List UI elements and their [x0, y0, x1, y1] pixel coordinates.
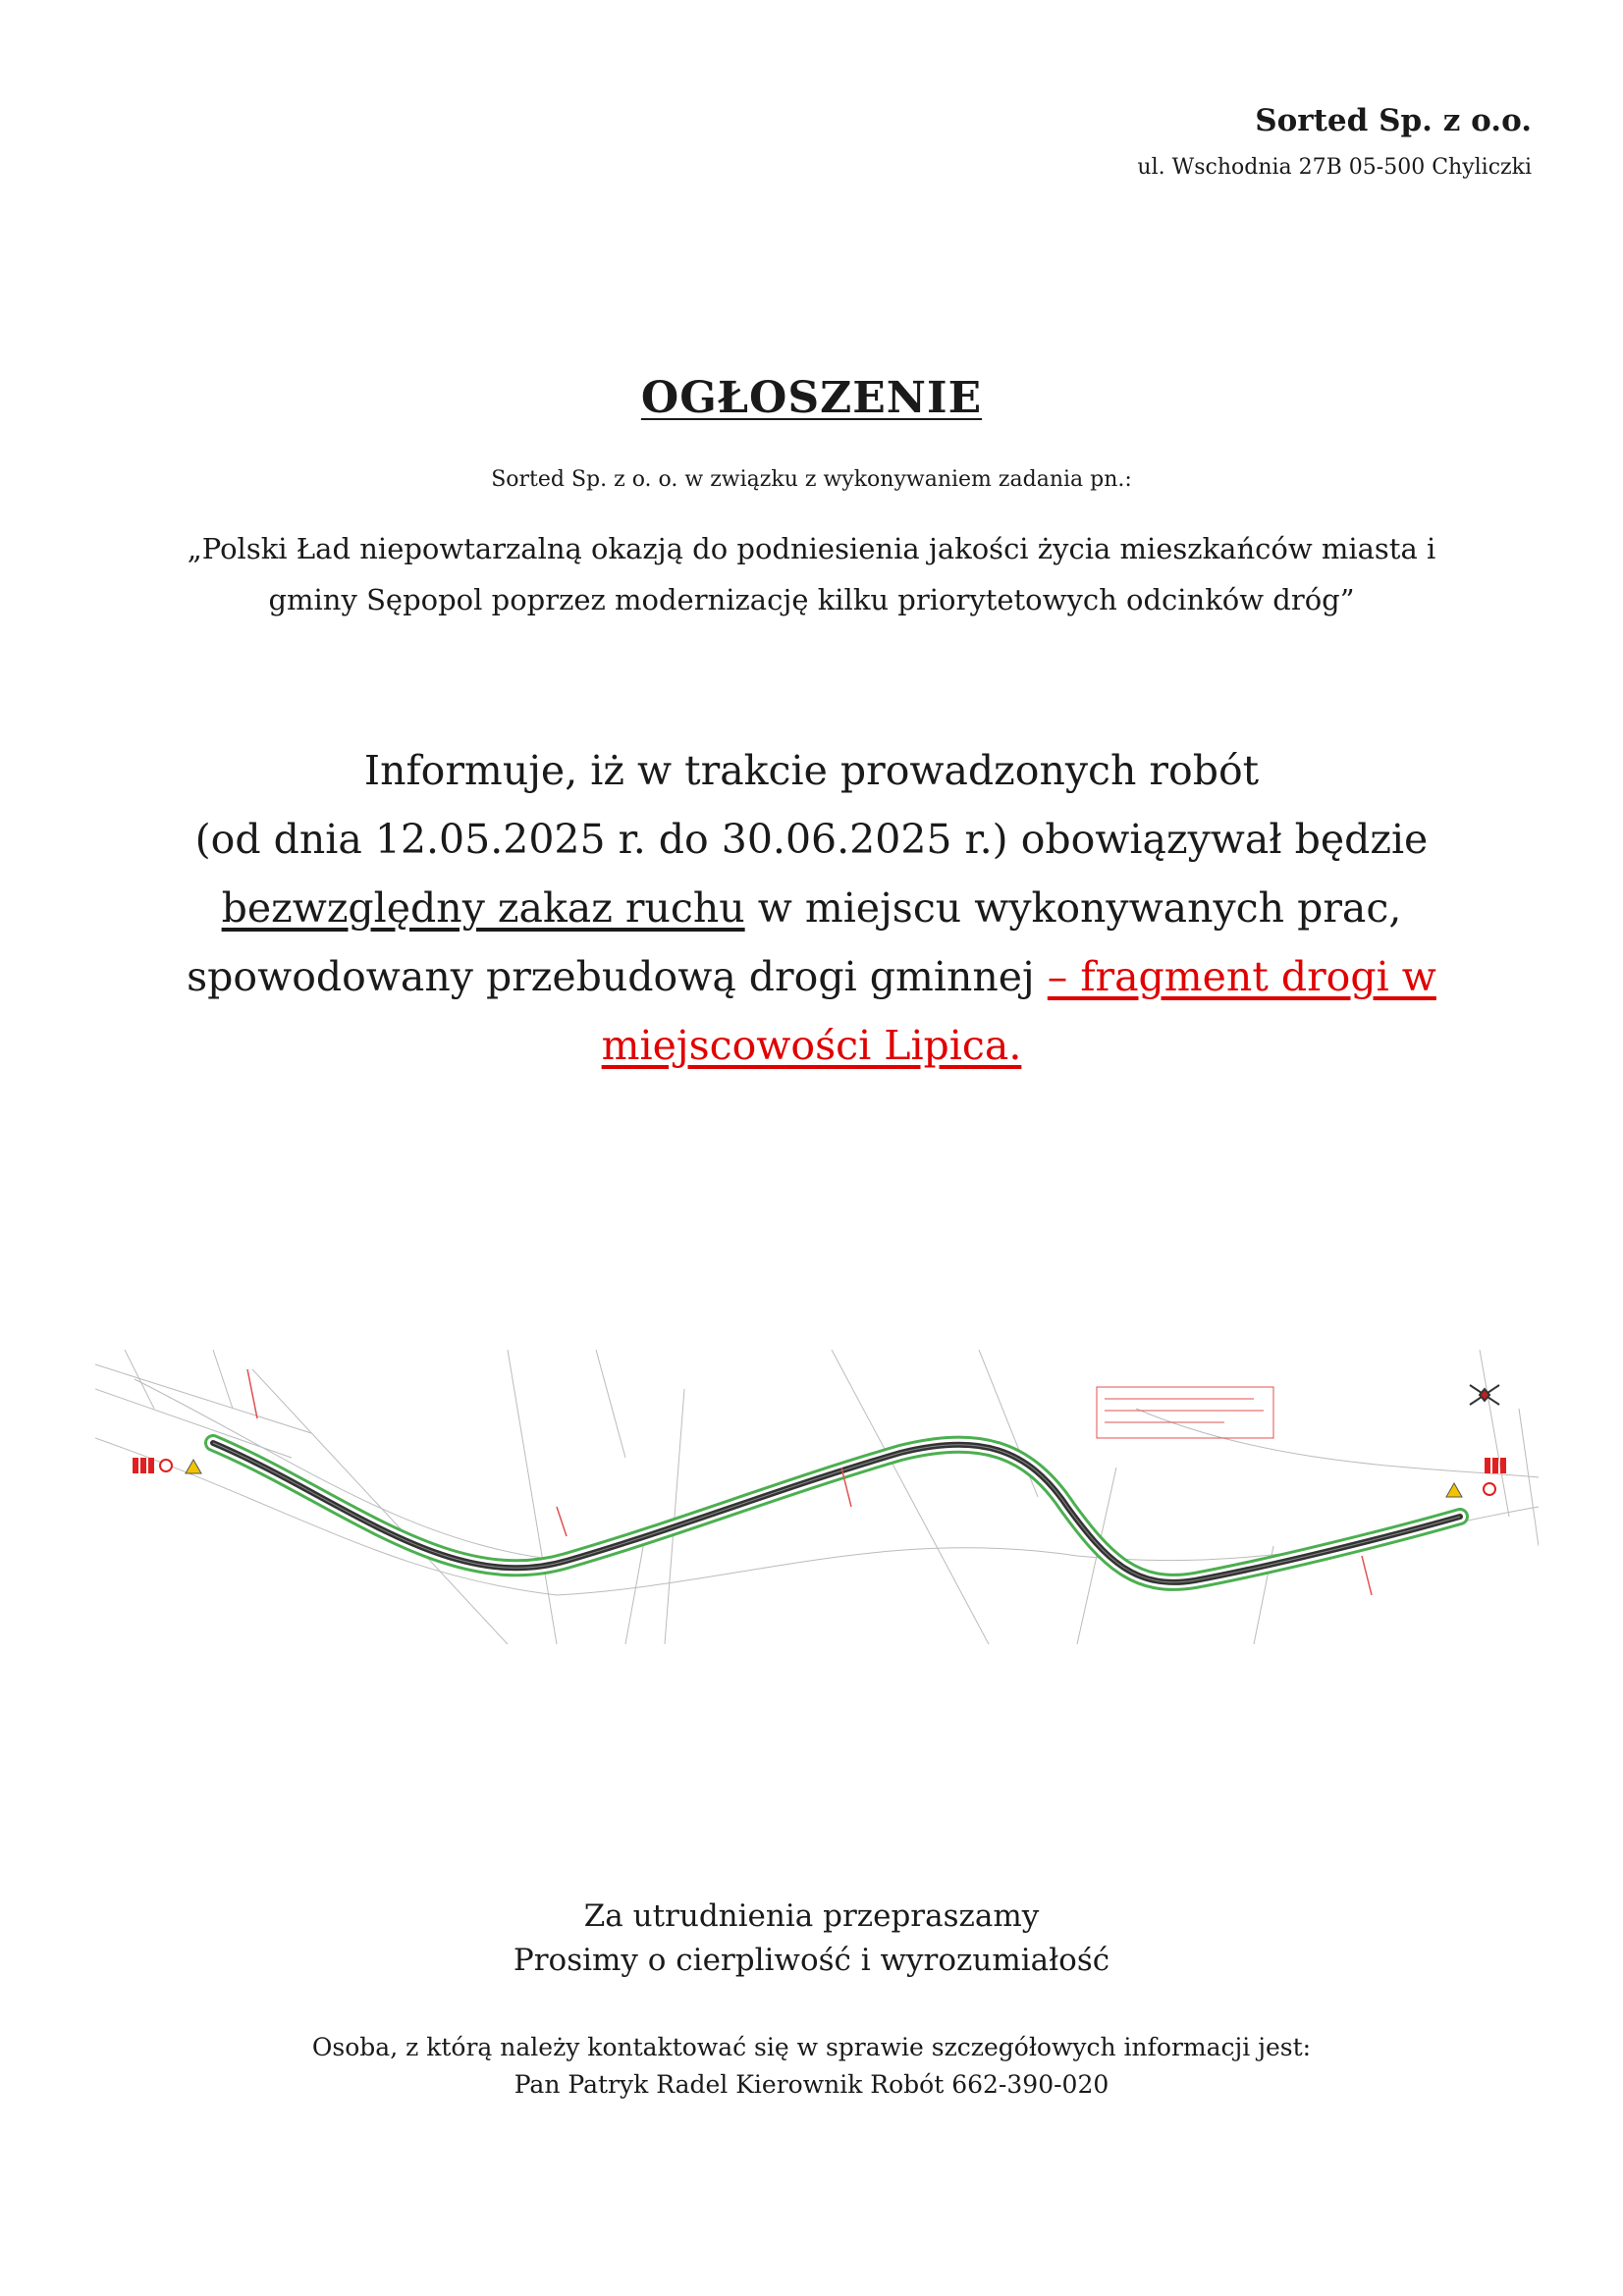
- location-text-part-2: miejscowości Lipica.: [601, 1022, 1022, 1069]
- announcement-title: [0, 373, 1623, 423]
- road-outline: [213, 1443, 1460, 1582]
- info-line-4-plain: spowodowany przebudową drogi gminnej: [187, 953, 1048, 1000]
- info-line-2: (od dnia 12.05.2025 r. do 30.06.2025 r.) obowiązywał będzie: [194, 816, 1429, 863]
- company-name: Sorted Sp. z o.o.: [1255, 103, 1532, 138]
- info-box: [1097, 1387, 1273, 1438]
- apology-line-2: Prosimy o cierpliwość i wyrozumiałość: [513, 1943, 1110, 1978]
- north-arrow-icon: [1470, 1385, 1499, 1405]
- info-line-5: [118, 1011, 1505, 1080]
- traffic-info: [118, 736, 1505, 1080]
- road-plan-drawing: [95, 1350, 1539, 1644]
- apology-line-1: Za utrudnienia przepraszamy: [583, 1898, 1040, 1934]
- location-text-part-1: – fragment drogi w: [1047, 953, 1436, 1000]
- info-line-4: [118, 942, 1505, 1011]
- intro-text: Sorted Sp. z o. o. w związku z wykonywaniem zadania pn.:: [491, 467, 1132, 492]
- west-closure-signs: [133, 1458, 201, 1473]
- info-line-3: [118, 874, 1505, 942]
- traffic-ban-text: bezwzględny zakaz ruchu: [221, 884, 745, 932]
- project-name-line-2: gminy Sępopol poprzez modernizację kilku priorytetowych odcinków dróg”: [268, 583, 1355, 616]
- east-closure-signs: [1446, 1458, 1506, 1497]
- contact-info: [0, 2029, 1623, 2104]
- project-name-line-1: „Polski Ład niepowtarzalną okazją do podniesienia jakości życia mieszkańców miasta i: [187, 532, 1436, 565]
- info-line-3-rest: w miejscu wykonywanych prac,: [744, 884, 1402, 932]
- contact-line-2: Pan Patryk Radel Kierownik Robót 662-390-020: [514, 2070, 1109, 2099]
- contact-line-1: Osoba, z którą należy kontaktować się w sprawie szczegółowych informacji jest:: [311, 2033, 1312, 2061]
- project-name: [98, 523, 1525, 625]
- announcement-title-text: OGŁOSZENIE: [640, 373, 983, 423]
- apology-text: [0, 1895, 1623, 1983]
- company-address: ul. Wschodnia 27B 05-500 Chyliczki: [1137, 155, 1532, 180]
- info-line-1: Informuje, iż w trakcie prowadzonych robót: [363, 747, 1260, 794]
